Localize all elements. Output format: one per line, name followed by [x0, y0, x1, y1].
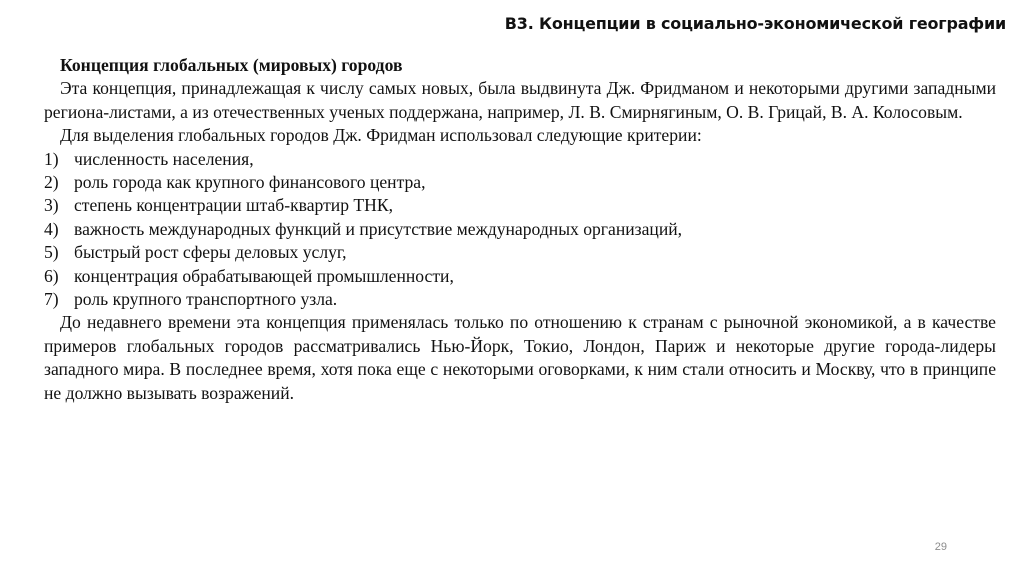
list-item — [44, 171, 996, 194]
list-item-number: 1) — [44, 148, 59, 169]
slide-title: В3. Концепции в социально-экономической географии — [504, 14, 1006, 33]
slide-body — [44, 54, 996, 405]
list-item-text: роль крупного транспортного узла. — [74, 289, 338, 310]
list-item — [44, 265, 996, 288]
list-item-number: 5) — [44, 242, 59, 263]
list-item-text: численность населения, — [74, 148, 254, 169]
list-item — [44, 194, 996, 217]
section-subtitle: Концепция глобальных (мировых) городов — [60, 55, 403, 75]
list-item-text: роль города как крупного финансового центра, — [74, 172, 426, 193]
criteria-intro-paragraph: Для выделения глобальных городов Дж. Фридман использовал следующие критерии: — [60, 125, 702, 146]
list-item — [44, 148, 996, 171]
page-number: 29 — [934, 541, 947, 553]
list-item-text: степень концентрации штаб-квартир ТНК, — [74, 195, 393, 216]
list-item-text: быстрый рост сферы деловых услуг, — [74, 242, 347, 263]
list-item-number: 7) — [44, 289, 59, 310]
list-item-text: важность международных функций и присутствие международных организаций, — [74, 218, 683, 239]
list-item-number: 2) — [44, 172, 59, 193]
criteria-list — [44, 148, 996, 312]
list-item — [44, 288, 996, 311]
list-item — [44, 241, 996, 264]
intro-paragraph: Эта концепция, принадлежащая к числу самых новых, была выдвинута Дж. Фридманом и некоторыми другими западными региона-листами, а из отечественных ученых поддержана, например, Л. В. Смирнягиным, О. В. Грицай, В. А. Колосовым. — [44, 78, 996, 122]
list-item-number: 4) — [44, 218, 59, 239]
list-item-number: 3) — [44, 195, 59, 216]
list-item-number: 6) — [44, 265, 59, 286]
list-item — [44, 218, 996, 241]
conclusion-paragraph: До недавнего времени эта концепция применялась только по отношению к странам с рыночной экономикой, а в качестве примеров глобальных городов рассматривались Нью-Йорк, Токио, Лондон, Париж и некоторые другие города-лидеры западного мира. В последнее время, хотя пока еще с некоторыми оговорками, к ним стали относить и Москву, что в принципе не должно вызывать возражений. — [44, 312, 996, 403]
list-item-text: концентрация обрабатывающей промышленности, — [74, 265, 454, 286]
